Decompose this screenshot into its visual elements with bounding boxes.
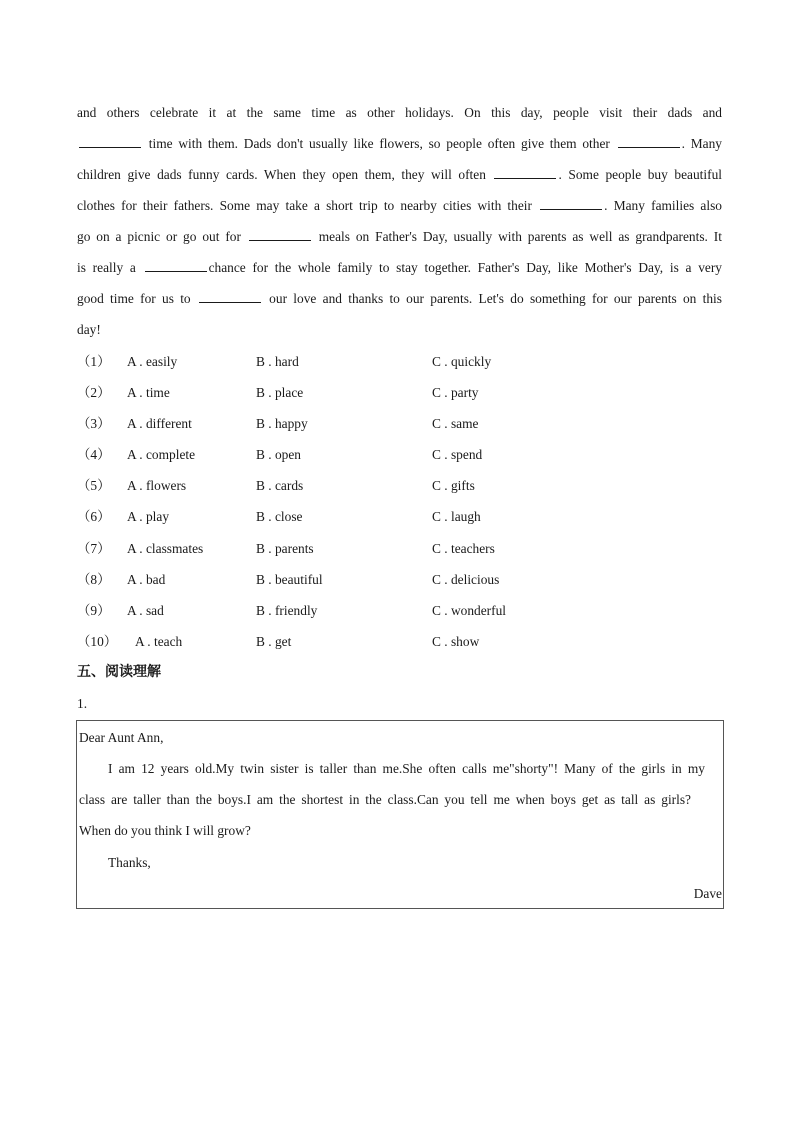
letter-signature: Dave — [693, 886, 722, 901]
passage-text: good time for us to — [77, 291, 191, 306]
option-row — [77, 533, 717, 564]
answer-options-list — [77, 346, 717, 657]
passage-text: our love and thanks to our parents. Let's do something for our parents on this — [269, 291, 722, 306]
answer-blank — [249, 226, 311, 241]
letter-box — [76, 720, 724, 909]
letter-body-line: When do you think I will grow? — [79, 823, 251, 838]
question-number: （4） — [77, 447, 111, 463]
option-c: C . laugh — [432, 509, 481, 525]
option-a: A . teach — [135, 633, 183, 649]
answer-blank — [145, 257, 207, 272]
passage-text: . Some people buy beautiful — [558, 167, 722, 182]
question-number: （10） — [77, 633, 118, 649]
question-number-label: 1. — [77, 696, 88, 711]
option-b: B . parents — [256, 540, 314, 556]
option-b: B . hard — [256, 354, 299, 369]
passage-line — [77, 252, 722, 283]
passage-text: meals on Father's Day, usually with parents as well as grandparents. It — [318, 229, 722, 244]
option-a: A . different — [127, 416, 192, 432]
option-row — [77, 408, 717, 439]
passage-line: day! — [77, 322, 101, 337]
option-a: A . sad — [127, 602, 164, 618]
option-c: C . gifts — [432, 478, 475, 494]
option-c: C . quickly — [432, 354, 492, 369]
section-heading: 五、阅读理解 — [77, 664, 161, 680]
passage-text: chance for the whole family to stay together. Father's Day, like Mother's Day, is a very — [208, 260, 722, 275]
passage-line — [77, 190, 722, 221]
option-row — [77, 501, 717, 532]
option-a: A . complete — [127, 447, 196, 463]
passage-text: go on a picnic or go out for — [77, 229, 241, 244]
option-c: C . show — [432, 633, 480, 649]
option-c: C . party — [432, 385, 479, 401]
passage-text: is really a — [77, 260, 136, 275]
option-a: A . classmates — [127, 540, 204, 556]
option-row — [77, 470, 717, 501]
option-row — [77, 564, 717, 595]
option-c: C . spend — [432, 447, 483, 463]
option-b: B . beautiful — [256, 571, 323, 587]
option-a: A . flowers — [127, 478, 187, 494]
passage-text: . Many — [681, 136, 722, 151]
option-a: A . time — [127, 385, 170, 401]
answer-blank — [199, 288, 261, 303]
letter-body-line: class are taller than the boys.I am the shortest in the class.Can you tell me when boys get as tall as girls? — [79, 792, 691, 807]
question-number: （6） — [77, 509, 111, 525]
option-a: A . easily — [127, 354, 178, 369]
question-number: （2） — [77, 385, 111, 401]
letter-body-line: I am 12 years old.My twin sister is taller than me.She often calls me"shorty"! Many of the girls in my — [108, 761, 705, 776]
option-b: B . open — [256, 447, 302, 463]
option-row — [77, 346, 717, 377]
answer-blank — [540, 195, 602, 210]
letter-greeting: Dear Aunt Ann, — [79, 730, 164, 745]
option-b: B . friendly — [256, 602, 318, 618]
option-b: B . place — [256, 385, 304, 401]
answer-blank — [494, 164, 556, 179]
answer-blank — [79, 133, 141, 148]
question-number: （5） — [77, 478, 111, 494]
option-b: B . close — [256, 509, 303, 525]
passage-line: and others celebrate it at the same time as other holidays. On this day, people visit their dads and — [77, 105, 722, 120]
question-number: （1） — [77, 354, 111, 369]
question-number: （9） — [77, 602, 111, 618]
passage-text: . Many families also — [604, 198, 722, 213]
letter-closing: Thanks, — [108, 855, 151, 870]
question-number: （7） — [77, 540, 111, 556]
passage-text: clothes for their fathers. Some may take a short trip to nearby cities with their — [77, 198, 532, 213]
question-number: （3） — [77, 416, 111, 432]
option-row — [77, 439, 717, 470]
option-row — [77, 595, 717, 626]
option-a: A . play — [127, 509, 170, 525]
option-b: B . happy — [256, 416, 308, 432]
option-c: C . wonderful — [432, 602, 507, 618]
cloze-passage — [77, 97, 722, 345]
option-row — [77, 377, 717, 408]
option-a: A . bad — [127, 571, 166, 587]
option-row — [77, 626, 717, 657]
option-c: C . delicious — [432, 571, 500, 587]
option-c: C . same — [432, 416, 479, 432]
passage-text: time with them. Dads don't usually like flowers, so people often give them other — [148, 136, 610, 151]
passage-line — [77, 128, 722, 159]
answer-blank — [618, 133, 680, 148]
question-number: （8） — [77, 571, 111, 587]
passage-line — [77, 159, 722, 190]
passage-text: children give dads funny cards. When they open them, they will often — [77, 167, 486, 182]
option-b: B . get — [256, 633, 292, 649]
passage-line — [77, 283, 722, 314]
passage-line — [77, 221, 722, 252]
option-c: C . teachers — [432, 540, 495, 556]
option-b: B . cards — [256, 478, 304, 494]
